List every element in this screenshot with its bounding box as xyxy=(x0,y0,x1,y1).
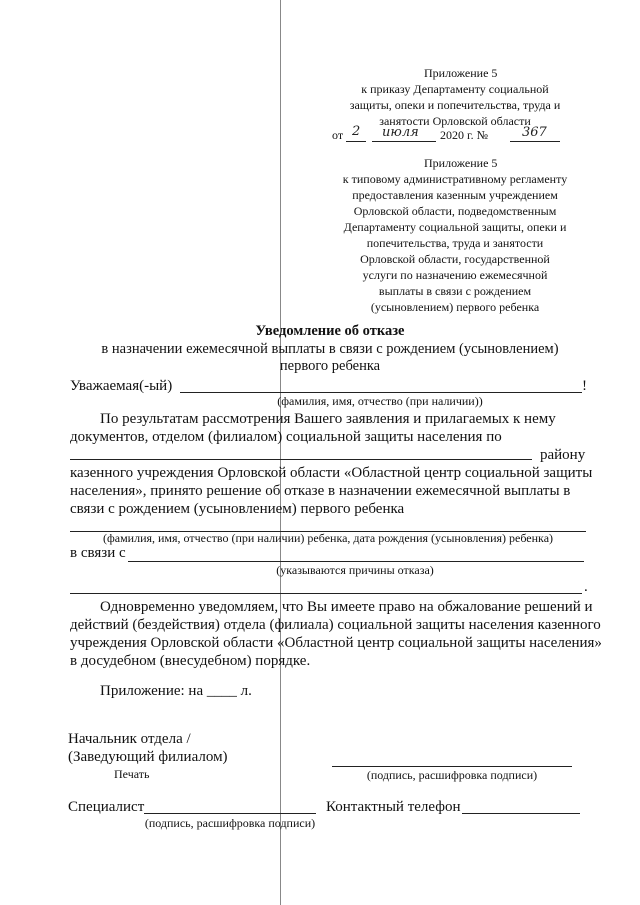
appendix2-line-2: предоставления казенным учреждением xyxy=(352,188,558,202)
appendix1-number: 367 xyxy=(522,125,547,140)
phone-label: Контактный телефон xyxy=(326,799,461,815)
notice-subtitle-2: первого ребенка xyxy=(279,358,381,374)
appendix2-line-1: к типовому административному регламенту xyxy=(342,172,568,186)
salutation-exclamation: ! xyxy=(582,378,587,394)
appendix2-line-8: выплаты в связи с рождением xyxy=(378,284,532,298)
para1-line-1: По результатам рассмотрения Вашего заявления и прилагаемых к нему xyxy=(100,411,556,427)
para2-line-3: учреждения Орловской области «Областной центр социальной защиты населения» xyxy=(70,635,602,651)
appendix1-title: Приложение 5 xyxy=(424,66,498,80)
para1-line-5: населения», принято решение об отказе в назначении ежемесячной выплаты в xyxy=(70,483,571,499)
appendix1-line-1: к приказу Департаменту социальной xyxy=(361,82,549,96)
appendix2-line-9: (усыновлением) первого ребенка xyxy=(370,300,540,314)
child-hint: (фамилия, имя, отчество (при наличии) ребенка, дата рождения (усыновления) ребенка) xyxy=(102,531,554,545)
salutation: Уважаемая(-ый) xyxy=(70,378,173,394)
specialist-signature-hint: (подпись, расшифровка подписи) xyxy=(144,816,316,830)
appendix2-line-4: Департаменту социальной защиты, опеки и xyxy=(343,220,567,234)
appendix2-line-6: Орловской области, государственной xyxy=(360,252,550,266)
para1-line-2: документов, отделом (филиалом) социальной защиты населения по xyxy=(70,429,502,445)
para1-line-4: казенного учреждения Орловской области «Областной центр социальной защиты xyxy=(70,465,593,481)
reason-prefix: в связи с xyxy=(70,545,126,561)
appendix2-line-5: попечительства, труда и занятости xyxy=(366,236,544,250)
para2-line-2: действий (бездействия) отдела (филиала) социальной защиты населения казенного xyxy=(70,617,601,633)
notice-subtitle-1: в назначении ежемесячной выплаты в связи с рождением (усыновлением) xyxy=(101,341,559,357)
head-line-2: (Заведующий филиалом) xyxy=(68,749,228,765)
specialist-signature-line xyxy=(144,813,316,814)
appendix1-line-3: занятости Орловской области xyxy=(379,114,531,128)
reason-line xyxy=(128,561,584,562)
para2-line-1: Одновременно уведомляем, что Вы имеете право на обжалование решений и xyxy=(100,599,593,615)
appendix1-day: 2 xyxy=(352,124,361,139)
number-underline xyxy=(510,141,560,142)
month-underline xyxy=(372,141,436,142)
appendix1-month: июля xyxy=(382,125,419,140)
reason-hint: (указываются причины отказа) xyxy=(276,563,434,577)
appendix2-line-3: Орловской области, подведомственным xyxy=(353,204,557,218)
appendix2-line-7: услуги по назначению ежемесячной xyxy=(362,268,548,282)
fio-line xyxy=(180,392,582,393)
appendix2-title: Приложение 5 xyxy=(424,156,498,170)
district-line xyxy=(70,459,532,460)
attachment: Приложение: на ____ л. xyxy=(100,683,252,699)
head-line-1: Начальник отдела / xyxy=(68,731,191,747)
page-fold-line xyxy=(280,0,281,905)
day-underline xyxy=(346,141,366,142)
notice-title: Уведомление об отказе xyxy=(255,323,405,339)
reason-dot: . xyxy=(584,579,588,595)
para1-line-6: связи с рождением (усыновлением) первого ребенка xyxy=(70,501,405,517)
appendix1-year: 2020 г. № xyxy=(440,128,489,142)
reason-line-2 xyxy=(70,593,582,594)
phone-line xyxy=(462,813,580,814)
specialist-label: Специалист xyxy=(68,799,145,815)
fio-hint: (фамилия, имя, отчество (при наличии)) xyxy=(277,394,483,408)
appendix1-date-prefix: от xyxy=(332,128,344,142)
appendix1-line-2: защиты, опеки и попечительства, труда и xyxy=(349,98,561,112)
para2-line-4: в досудебном (внесудебном) порядке. xyxy=(70,653,311,669)
head-signature-hint: (подпись, расшифровка подписи) xyxy=(366,768,538,782)
head-signature-line xyxy=(332,766,572,767)
para1-district: району xyxy=(540,447,586,463)
stamp-label: Печать xyxy=(114,767,150,781)
